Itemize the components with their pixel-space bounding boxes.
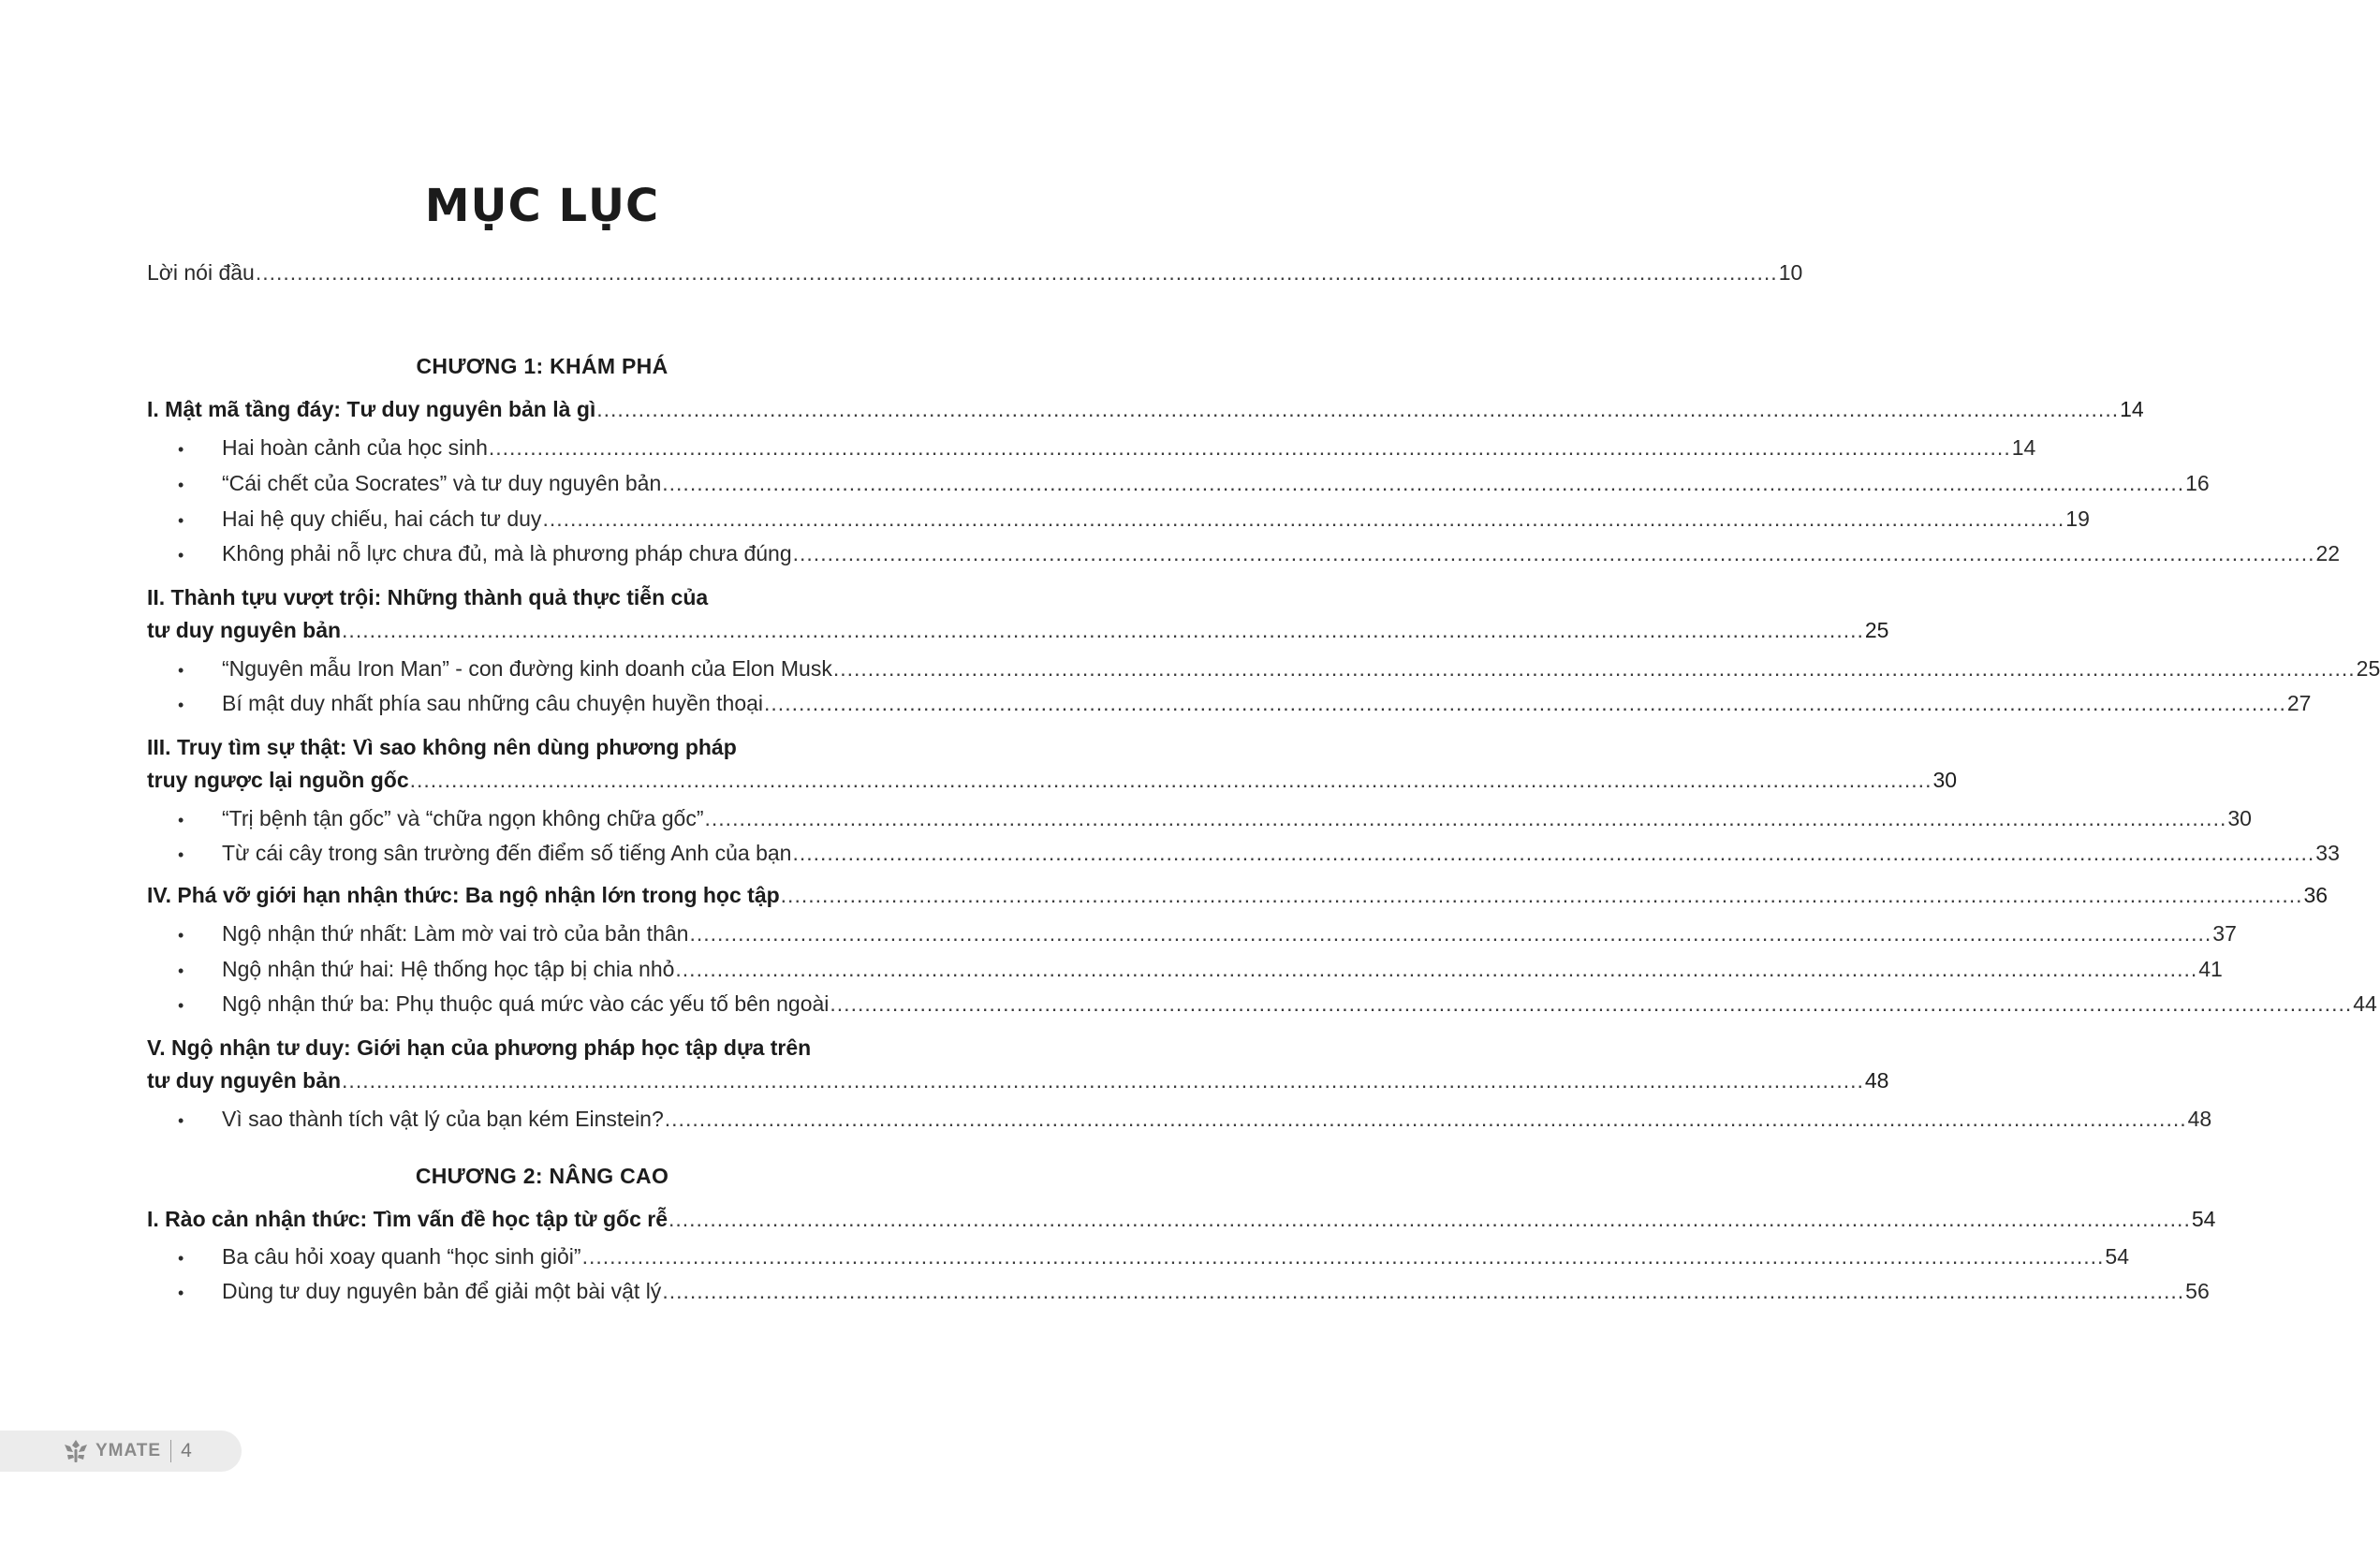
dot-leader: ............................................................................................................................................................................................................................ (764, 691, 2286, 715)
bullet-icon: • (178, 661, 184, 680)
dot-leader: ............................................................................................................................................................................................................................ (792, 541, 2315, 565)
toc-item-label: Hai hoàn cảnh của học sinh (222, 435, 488, 460)
toc-entry-intro[interactable] (147, 260, 1803, 292)
bullet-icon: • (178, 811, 184, 829)
bullet-icon: • (178, 926, 184, 945)
toc-item-label: Ngộ nhận thứ ba: Phụ thuộc quá mức vào các yếu tố bên ngoài (222, 991, 830, 1016)
toc-item-label: Hai hệ quy chiếu, hai cách tư duy (222, 506, 542, 531)
toc-page-number: 22 (2315, 541, 2341, 565)
toc-page-number: 41 (2198, 957, 2223, 981)
page-footer (0, 1431, 242, 1472)
toc-item[interactable] (178, 435, 2036, 467)
toc-section-c1-s2-line1[interactable]: II. Thành tựu vượt trội: Những thành quả thực tiễn của (147, 585, 709, 609)
dot-leader: ............................................................................................................................................................................................................................ (664, 1107, 2187, 1131)
toc-section-label: I. Mật mã tầng đáy: Tư duy nguyên bản là gì (147, 397, 596, 421)
bullet-icon: • (178, 1284, 184, 1302)
toc-section-c1-s4[interactable] (147, 883, 2329, 915)
toc-page-number: 25 (1864, 618, 1889, 642)
toc-section-c1-s5-line1[interactable]: V. Ngộ nhận tư duy: Giới hạn của phương pháp học tập dựa trên (147, 1035, 812, 1060)
dot-leader: ............................................................................................................................................................................................................................ (662, 1279, 2185, 1303)
toc-item-label: Từ cái cây trong sân trường đến điểm số tiếng Anh của bạn (222, 841, 792, 865)
toc-item[interactable] (178, 691, 2312, 723)
bullet-icon: • (178, 1249, 184, 1268)
toc-page-number: 44 (2353, 991, 2377, 1016)
brand-name: YMATE (95, 1441, 162, 1460)
dot-leader: ............................................................................................................................................................................................................................ (342, 618, 1864, 642)
toc-item[interactable] (178, 921, 2237, 953)
dot-leader: ............................................................................................................................................................................................................................ (704, 806, 2227, 830)
toc-item-label: Ngộ nhận thứ nhất: Làm mờ vai trò của bản thân (222, 921, 689, 946)
toc-page-number: 25 (2356, 656, 2380, 681)
dot-leader: ............................................................................................................................................................................................................................ (780, 883, 2303, 907)
toc-section-c1-s3-line1[interactable]: III. Truy tìm sự thật: Vì sao không nên dùng phương pháp (147, 735, 737, 759)
toc-item-label: Ba câu hỏi xoay quanh “học sinh giỏi” (222, 1244, 581, 1269)
toc-page-number: 33 (2315, 841, 2340, 865)
toc-section-label: tư duy nguyên bản (147, 1068, 342, 1093)
bullet-icon: • (178, 546, 184, 565)
toc-section-label: IV. Phá vỡ giới hạn nhận thức: Ba ngộ nhận lớn trong học tập (147, 883, 780, 907)
toc-page-number: 19 (2065, 506, 2090, 531)
dot-leader: ............................................................................................................................................................................................................................ (581, 1244, 2105, 1269)
toc-page-number: 14 (2120, 397, 2144, 421)
dot-leader: ............................................................................................................................................................................................................................ (832, 656, 2356, 681)
toc-section-c1-s5[interactable] (147, 1068, 1889, 1100)
dot-leader: ............................................................................................................................................................................................................................ (342, 1068, 1864, 1093)
toc-section-c1-s1[interactable] (147, 397, 2144, 429)
dot-leader: ............................................................................................................................................................................................................................ (662, 471, 2185, 495)
toc-entry-label: Lời nói đầu (147, 260, 255, 285)
toc-item-label: Bí mật duy nhất phía sau những câu chuyện huyền thoại (222, 691, 764, 715)
toc-item[interactable] (178, 541, 2341, 573)
toc-page-number: 54 (2191, 1207, 2216, 1231)
toc-item-label: “Trị bệnh tận gốc” và “chữa ngọn không chữa gốc” (222, 806, 704, 830)
toc-item[interactable] (178, 471, 2210, 503)
ymate-logo-icon (62, 1437, 90, 1465)
toc-item[interactable] (178, 656, 2380, 688)
footer-divider (170, 1440, 171, 1462)
chapter-2-heading: CHƯƠNG 2: NÂNG CAO (415, 1164, 669, 1188)
toc-item-label: “Cái chết của Socrates” và tư duy nguyên bản (222, 471, 662, 495)
dot-leader: ............................................................................................................................................................................................................................ (792, 841, 2315, 865)
toc-page-number: 48 (1864, 1068, 1889, 1093)
toc-item-label: Vì sao thành tích vật lý của bạn kém Einstein? (222, 1107, 664, 1131)
dot-leader: ............................................................................................................................................................................................................................ (542, 506, 2065, 531)
dot-leader: ............................................................................................................................................................................................................................ (409, 768, 1932, 792)
toc-item-label: Dùng tư duy nguyên bản để giải một bài vật lý (222, 1279, 662, 1303)
toc-page-number: 30 (2227, 806, 2252, 830)
toc-item[interactable] (178, 1107, 2212, 1138)
toc-item-label: “Nguyên mẫu Iron Man” - con đường kinh doanh của Elon Musk (222, 656, 832, 681)
dot-leader: ............................................................................................................................................................................................................................ (675, 957, 2198, 981)
bullet-icon: • (178, 476, 184, 494)
bullet-icon: • (178, 511, 184, 530)
toc-item-label: Ngộ nhận thứ hai: Hệ thống học tập bị chia nhỏ (222, 957, 675, 981)
toc-page-number: 16 (2185, 471, 2210, 495)
toc-page-number: 27 (2286, 691, 2312, 715)
page-title: MỤC LỤC (424, 180, 660, 232)
bullet-icon: • (178, 1111, 184, 1130)
toc-item-label: Không phải nỗ lực chưa đủ, mà là phương pháp chưa đúng (222, 541, 792, 565)
dot-leader: ............................................................................................................................................................................................................................ (830, 991, 2353, 1016)
toc-page-number: 48 (2187, 1107, 2212, 1131)
toc-section-label: tư duy nguyên bản (147, 618, 342, 642)
dot-leader: ............................................................................................................................................................................................................................ (255, 260, 1778, 285)
toc-item[interactable] (178, 506, 2090, 538)
toc-page-number: 37 (2212, 921, 2237, 946)
bullet-icon: • (178, 696, 184, 714)
chapter-1-heading: CHƯƠNG 1: KHÁM PHÁ (416, 354, 668, 378)
toc-item[interactable] (178, 1244, 2130, 1276)
toc-section-label: truy ngược lại nguồn gốc (147, 768, 409, 792)
bullet-icon: • (178, 845, 184, 864)
bullet-icon: • (178, 961, 184, 980)
dot-leader: ............................................................................................................................................................................................................................ (596, 397, 2120, 421)
bullet-icon: • (178, 996, 184, 1015)
toc-item[interactable] (178, 1279, 2210, 1311)
dot-leader: ............................................................................................................................................................................................................................ (488, 435, 2011, 460)
toc-item[interactable] (178, 957, 2223, 989)
toc-item[interactable] (178, 841, 2340, 873)
toc-page-number: 14 (2011, 435, 2036, 460)
bullet-icon: • (178, 440, 184, 459)
toc-item[interactable] (178, 991, 2377, 1023)
toc-page-number: 36 (2303, 883, 2329, 907)
toc-section-c2-s1[interactable] (147, 1207, 2216, 1239)
toc-page-number: 30 (1932, 768, 1958, 792)
toc-section-c1-s3[interactable] (147, 768, 1958, 800)
page-number: 4 (181, 1440, 192, 1461)
toc-section-label: I. Rào cản nhận thức: Tìm vấn đề học tập từ gốc rễ (147, 1207, 668, 1231)
toc-page-number: 56 (2185, 1279, 2210, 1303)
toc-item[interactable] (178, 806, 2252, 838)
toc-page-number: 10 (1778, 260, 1803, 285)
toc-section-c1-s2[interactable] (147, 618, 1889, 650)
dot-leader: ............................................................................................................................................................................................................................ (668, 1207, 2191, 1231)
dot-leader: ............................................................................................................................................................................................................................ (689, 921, 2212, 946)
toc-page-number: 54 (2105, 1244, 2130, 1269)
